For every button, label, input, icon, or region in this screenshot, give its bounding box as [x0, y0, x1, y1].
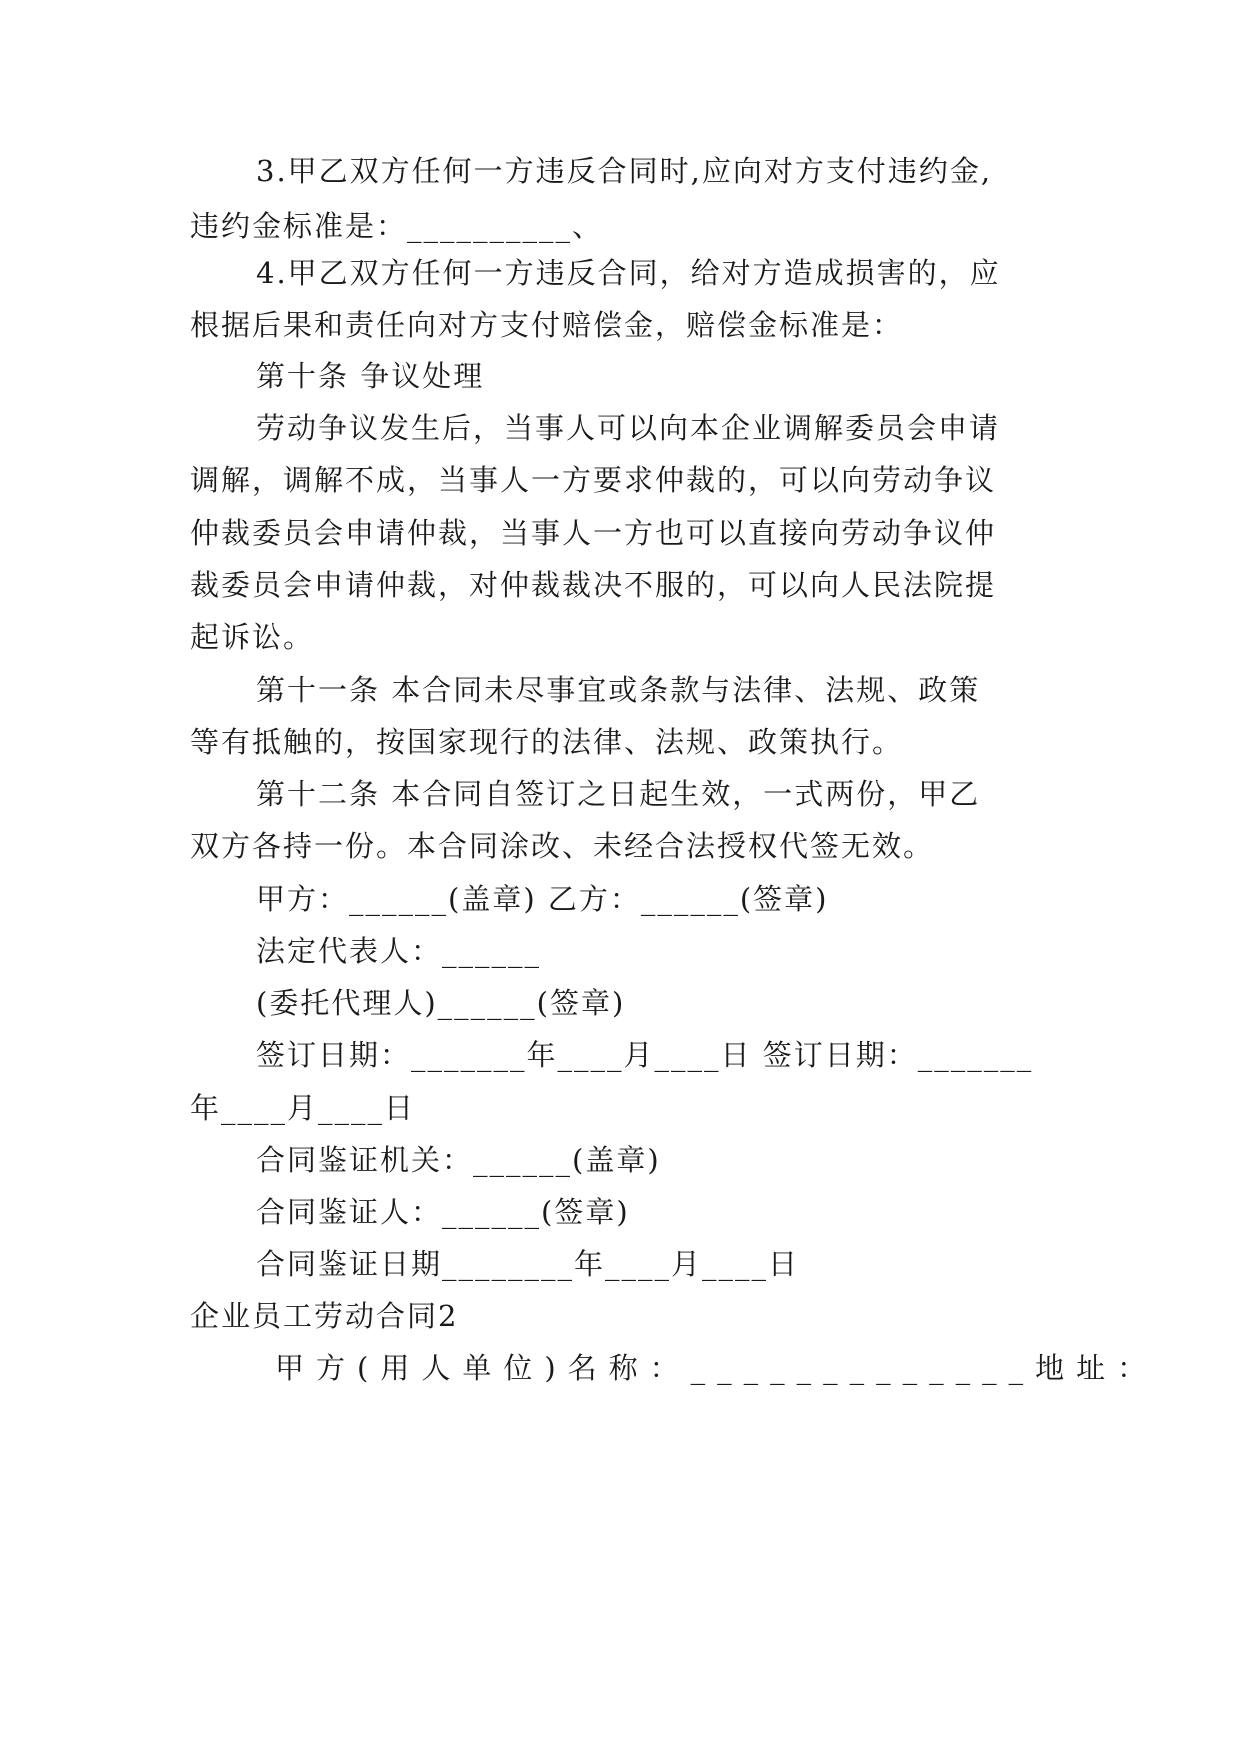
text-line: 裁委员会申请仲裁，对仲裁裁决不服的，可以向人民法院提 — [190, 568, 997, 602]
text-line: 调解，调解不成，当事人一方要求仲裁的，可以向劳动争议 — [190, 463, 997, 497]
date-line: 年____月____日 — [190, 1091, 416, 1125]
text-line: 3.甲乙双方任何一方违反合同时,应向对方支付违约金, — [256, 154, 993, 188]
date-line: 签订日期：_______年____月____日 签订日期：_______ — [256, 1038, 1034, 1072]
signature-line: (委托代理人)______(签章) — [256, 986, 626, 1020]
signature-line: 甲方：______(盖章) 乙方：______(签章) — [256, 882, 829, 916]
text-line: 劳动争议发生后，当事人可以向本企业调解委员会申请 — [256, 411, 1001, 445]
text-line: 第十一条 本合同未尽事宜或条款与法律、法规、政策 — [256, 673, 981, 707]
text-line: 违约金标准是：__________、 — [190, 209, 604, 243]
text-line: 根据后果和责任向对方支付赔偿金，赔偿金标准是： — [190, 308, 904, 342]
text-line: 甲方(用人单位)名称：_____________地址： — [275, 1351, 1159, 1385]
signature-line: 法定代表人：______ — [256, 934, 542, 968]
document-title: 企业员工劳动合同2 — [190, 1299, 459, 1333]
text-line: 起诉讼。 — [190, 620, 315, 654]
text-line: 第十二条 本合同自签订之日起生效，一式两份，甲乙 — [256, 777, 981, 811]
signature-line: 合同鉴证机关：______(盖章) — [256, 1143, 661, 1177]
text-line: 4.甲乙双方任何一方违反合同，给对方造成损害的，应 — [256, 256, 1001, 290]
date-line: 合同鉴证日期________年____月____日 — [256, 1247, 800, 1281]
text-line: 仲裁委员会申请仲裁，当事人一方也可以直接向劳动争议仲 — [190, 516, 997, 550]
section-heading: 第十条 争议处理 — [256, 359, 485, 393]
signature-line: 合同鉴证人：______(签章) — [256, 1195, 630, 1229]
text-line: 等有抵触的，按国家现行的法律、法规、政策执行。 — [190, 725, 904, 759]
text-line: 双方各持一份。本合同涂改、未经合法授权代签无效。 — [190, 829, 935, 863]
